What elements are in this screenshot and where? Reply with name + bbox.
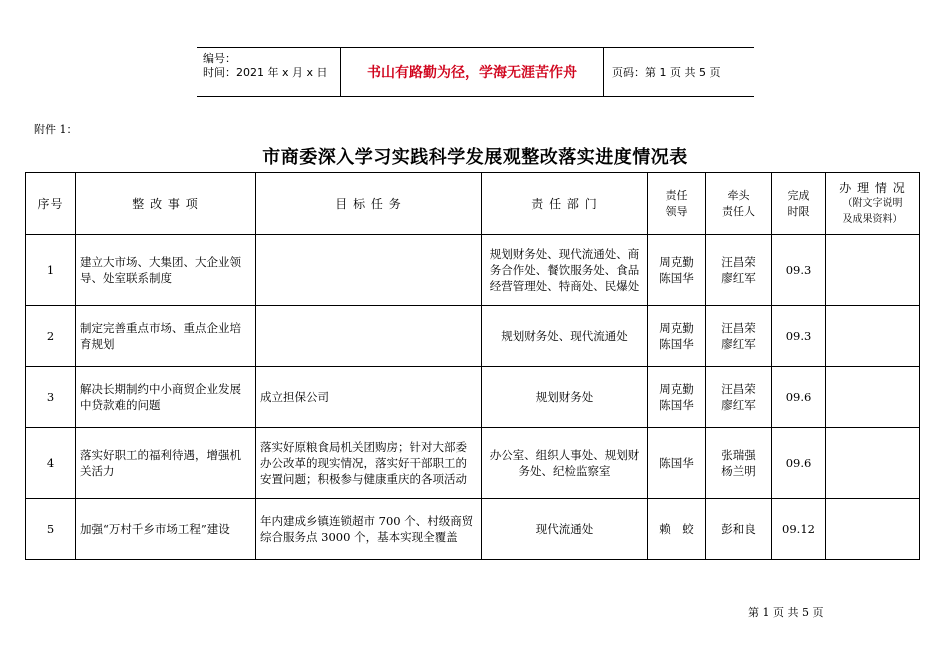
time-label: 时间：2021 年 x 月 x 日 [203,66,328,79]
cell-lead: 汪昌荣 廖红军 [706,306,772,367]
cell-dept: 现代流通处 [482,499,648,560]
cell-lead: 张瑞强 杨兰明 [706,428,772,499]
page-title: 市商委深入学习实践科学发展观整改落实进度情况表 [262,147,688,168]
cell-deadline: 09.3 [772,235,826,306]
cell-dept: 规划财务处、现代流通处、商务合作处、餐饮服务处、食品经营管理处、特商处、民爆处 [482,235,648,306]
cell-item: 解决长期制约中小商贸企业发展中贷款难的问题 [76,367,256,428]
attachment-label: 附件 1： [34,123,78,136]
cell-leader: 周克勤 陈国华 [648,235,706,306]
cell-target: 年内建成乡镇连锁超市 700 个、村级商贸综合服务点 3000 个，基本实现全覆盖 [256,499,482,560]
cell-seq: 4 [26,428,76,499]
table-row [26,367,920,428]
table-row [26,428,920,499]
cell-item: 加强“万村千乡市场工程”建设 [76,499,256,560]
cell-item: 制定完善重点市场、重点企业培育规划 [76,306,256,367]
header-meta [197,48,341,96]
table-row [26,235,920,306]
progress-table [25,172,920,560]
cell-lead: 汪昌荣 廖红军 [706,367,772,428]
col-status: 办 理 情 况 （附文字说明 及成果资料） [826,173,920,235]
cell-leader: 周克勤 陈国华 [648,306,706,367]
col-leader: 责任 领导 [648,173,706,235]
cell-status [826,235,920,306]
cell-lead: 彭和良 [706,499,772,560]
cell-deadline: 09.12 [772,499,826,560]
cell-target [256,235,482,306]
cell-leader: 赖 蛟 [648,499,706,560]
document-header [197,47,754,97]
cell-status [826,367,920,428]
cell-seq: 3 [26,367,76,428]
col-target: 目 标 任 务 [256,173,482,235]
cell-item: 落实好职工的福利待遇，增强机关活力 [76,428,256,499]
cell-leader: 陈国华 [648,428,706,499]
cell-dept: 办公室、组织人事处、规划财务处、纪检监察室 [482,428,648,499]
table-row [26,306,920,367]
cell-item: 建立大市场、大集团、大企业领导、处室联系制度 [76,235,256,306]
cell-leader: 周克勤 陈国华 [648,367,706,428]
col-item: 整 改 事 项 [76,173,256,235]
cell-seq: 5 [26,499,76,560]
cell-dept: 规划财务处、现代流通处 [482,306,648,367]
header-page-label: 页码：第 1 页 共 5 页 [612,66,721,79]
cell-target: 落实好原粮食局机关团购房；针对大部委办公改革的现实情况，落实好干部职工的安置问题；积极参与健康重庆的各项活动 [256,428,482,499]
cell-target: 成立担保公司 [256,367,482,428]
cell-dept: 规划财务处 [482,367,648,428]
cell-target [256,306,482,367]
cell-deadline: 09.6 [772,428,826,499]
table-row [26,499,920,560]
col-deadline: 完成 时限 [772,173,826,235]
col-dept: 责 任 部 门 [482,173,648,235]
cell-status [826,428,920,499]
col-lead: 牵头 责任人 [706,173,772,235]
cell-lead: 汪昌荣 廖红军 [706,235,772,306]
header-motto: 书山有路勤为径，学海无涯苦作舟 [341,48,604,96]
cell-status [826,306,920,367]
cell-deadline: 09.6 [772,367,826,428]
cell-seq: 2 [26,306,76,367]
page-footer: 第 1 页 共 5 页 [748,606,824,619]
cell-seq: 1 [26,235,76,306]
table-header-row [26,173,920,235]
code-label: 编号： [203,52,236,65]
cell-deadline: 09.3 [772,306,826,367]
col-seq: 序号 [26,173,76,235]
cell-status [826,499,920,560]
